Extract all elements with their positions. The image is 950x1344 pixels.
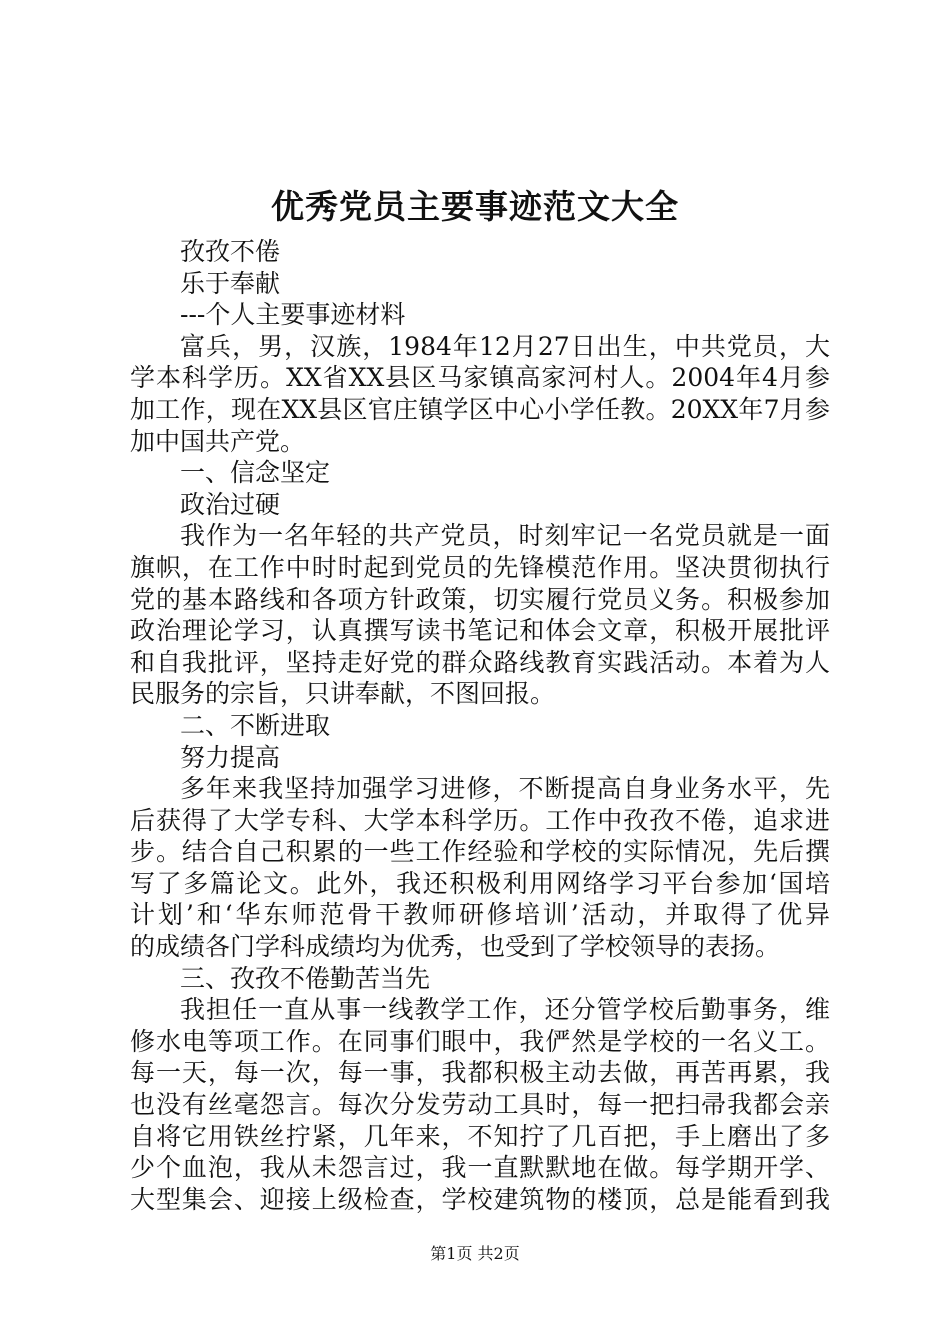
- text-line: 二、不断进取: [180, 710, 331, 740]
- text-line: 政治理论学习，认真撰写读书笔记和体会文章，积极开展批评: [130, 616, 830, 646]
- page-footer: 第1页 共2页: [430, 1244, 520, 1263]
- text-line: 政治过硬: [180, 489, 281, 519]
- text-line: 修水电等项工作。在同事们眼中，我俨然是学校的一名义工。: [130, 1026, 830, 1056]
- text-line: 少个血泡，我从未怨言过，我一直默默地在做。每学期开学、: [130, 1153, 830, 1183]
- text-line: 和自我批评，坚持走好党的群众路线教育实践活动。本着为人: [130, 647, 830, 677]
- text-line: 计划’和‘华东师范骨干教师研修培训’活动，并取得了优异: [130, 900, 830, 930]
- text-line: 富兵，男，汉族，1984年12月27日出生，中共党员，大: [180, 331, 830, 361]
- text-line: 多年来我坚持加强学习进修，不断提高自身业务水平，先: [180, 774, 830, 804]
- text-line: 旗帜，在工作中时时起到党员的先锋模范作用。坚决贯彻执行: [130, 552, 830, 582]
- text-line: 党的基本路线和各项方针政策，切实履行党员义务。积极参加: [130, 584, 830, 614]
- text-line: 我作为一名年轻的共产党员，时刻牢记一名党员就是一面: [180, 521, 830, 551]
- text-line: 自将它用铁丝拧紧，几年来，不知拧了几百把，手上磨出了多: [130, 1121, 830, 1151]
- text-line: 写了多篇论文。此外，我还积极利用网络学习平台参加‘国培: [130, 868, 830, 898]
- text-line: 大型集会、迎接上级检查，学校建筑物的楼顶，总是能看到我: [130, 1184, 830, 1214]
- text-line: 孜孜不倦: [180, 237, 281, 266]
- text-line: ---个人主要事迹材料: [180, 300, 406, 330]
- text-line: 的成绩各门学科成绩均为优秀，也受到了学校领导的表扬。: [130, 932, 781, 962]
- text-line: 每一天，每一次，每一事，我都积极主动去做，再苦再累，我: [130, 1058, 830, 1088]
- text-line: 一、信念坚定: [180, 458, 331, 488]
- text-line: 加中国共产党。: [130, 426, 306, 456]
- text-line: 乐于奉献: [180, 268, 281, 298]
- text-line: 民服务的宗旨，只讲奉献，不图回报。: [130, 679, 556, 709]
- text-line: 加工作，现在XX县区官庄镇学区中心小学任教。20XX年7月参: [130, 394, 830, 424]
- document-body: [130, 236, 830, 1215]
- text-line: 学本科学历。XX省XX县区马家镇高家河村人。2004年4月参: [130, 363, 830, 393]
- text-line: 三、孜孜不倦勤苦当先: [180, 963, 431, 993]
- text-line: 步。结合自己积累的一些工作经验和学校的实际情况，先后撰: [130, 837, 830, 867]
- text-line: 后获得了大学专科、大学本科学历。工作中孜孜不倦，追求进: [130, 805, 830, 835]
- text-line: 我担任一直从事一线教学工作，还分管学校后勤事务，维: [180, 995, 830, 1025]
- text-line: 也没有丝毫怨言。每次分发劳动工具时，每一把扫帚我都会亲: [130, 1090, 830, 1120]
- text-line: 努力提高: [180, 742, 281, 772]
- document-title: 优秀党员主要事迹范文大全: [271, 187, 679, 226]
